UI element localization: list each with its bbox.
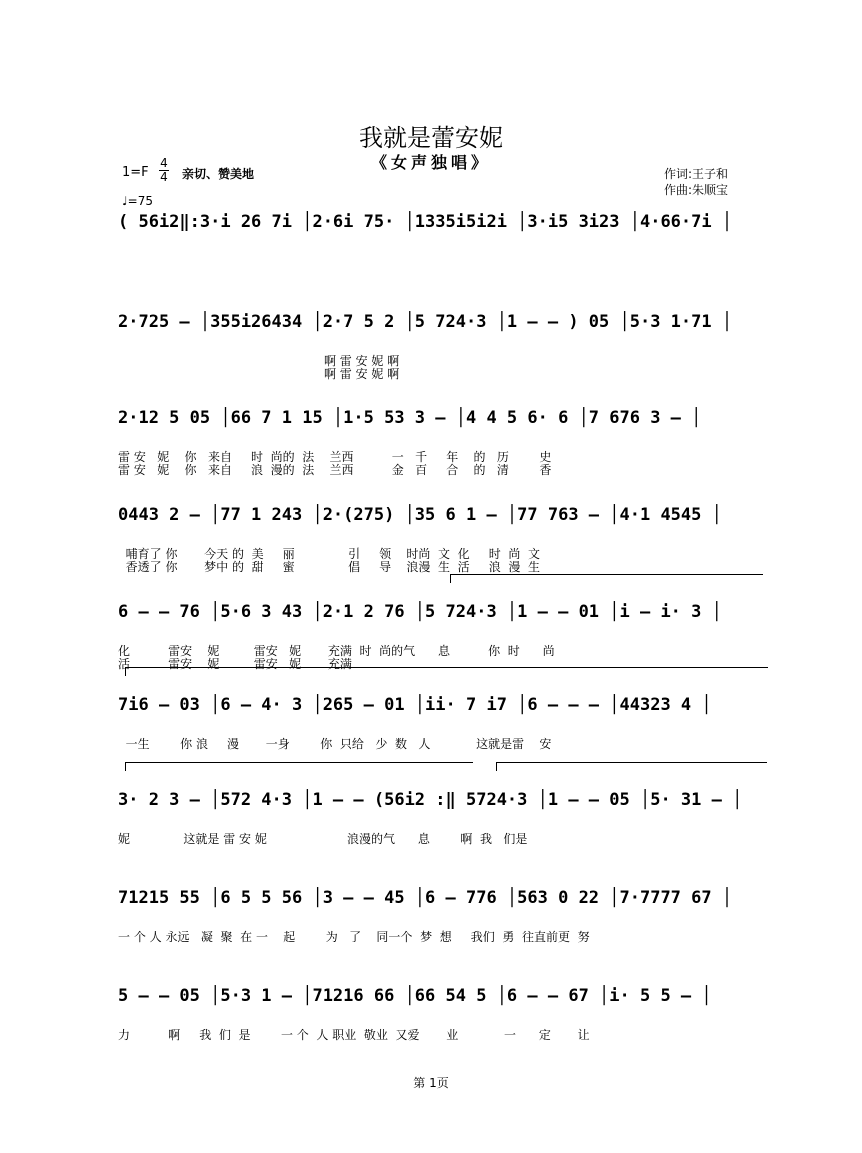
lyric-line: 啊 雷 安 妮 啊 xyxy=(118,354,400,368)
song-subtitle: 《女声独唱》 xyxy=(370,153,491,172)
notation-line: 2·725 – │355i26434 │2·7 5 2 │5 724·3 │1 – – ) 05 │5·3 1·71 │ xyxy=(118,312,733,332)
expression-mark: 亲切、赞美地 xyxy=(182,167,255,181)
time-signature xyxy=(158,157,170,184)
lyric-line: 雷 安 妮 你 来自 浪 漫的 法 兰西 金 百 合 的 清 香 xyxy=(118,463,552,477)
lyric-line: 力 啊 我 们 是 一 个 人 职业 敬业 又爱 业 一 定 让 xyxy=(118,1028,590,1042)
score-row xyxy=(118,695,764,785)
lyric-line: 哺育了 你 今天 的 美 丽 引 领 时尚 文 化 时 尚 文 xyxy=(118,547,540,561)
score-row xyxy=(118,888,764,978)
notation-line: 5 – – 05 │5·3 1 – │71216 66 │66 54 5 │6 – – 67 │i· 5 5 – │ xyxy=(118,986,712,1006)
time-signature-top: 4 xyxy=(160,156,168,170)
composer-credit: 作曲:朱顺宝 xyxy=(664,183,729,197)
notation-line: ( 56i2‖:3·i 26 7i │2·6i 75· │1335i5i2i │3·i5 3i23 │4·66·7i │ xyxy=(118,212,733,232)
score-row xyxy=(118,986,764,1076)
score-row xyxy=(118,790,764,880)
notation-line: 2·12 5 05 │66 7 1 15 │1·5 53 3 – │4 4 5 6· 6 │7 676 3 – │ xyxy=(118,408,702,428)
lyric-line: 一 个 人 永远 凝 聚 在 一 起 为 了 同一个 梦 想 我们 勇 往直前更 努 xyxy=(118,930,590,944)
lyric-line: 雷 安 妮 你 来自 时 尚的 法 兰西 一 千 年 的 历 史 xyxy=(118,450,552,464)
page-number: 第 1页 xyxy=(413,1076,449,1090)
notation-line: 7i6 – 03 │6 – 4· 3 │265 – 01 │ii· 7 i7 │6 – – – │44323 4 │ xyxy=(118,695,712,715)
score-row xyxy=(118,408,764,498)
lyric-line: 啊 雷 安 妮 啊 xyxy=(118,367,400,381)
volta-bracket xyxy=(125,667,768,676)
lyric-line: 妮 这就是 雷 安 妮 浪漫的气 息 啊 我 们是 xyxy=(118,832,528,846)
volta-bracket xyxy=(125,762,473,771)
score-row xyxy=(118,312,764,402)
lyric-line: 化 雷安 妮 雷安 妮 充满 时 尚的气 息 你 时 尚 xyxy=(118,644,555,658)
tempo-mark: ♩=75 xyxy=(122,194,153,208)
lyric-line: 香透了 你 梦中 的 甜 蜜 倡 导 浪漫 生 活 浪 漫 生 xyxy=(118,560,540,574)
score-row xyxy=(118,212,764,302)
score-row xyxy=(118,602,764,692)
time-signature-bottom: 4 xyxy=(160,170,168,184)
song-title: 我就是蕾安妮 xyxy=(359,124,503,152)
notation-line: 3· 2 3 – │572 4·3 │1 – – (56i2 :‖ 5724·3 │1 – – 05 │5· 31 – │ xyxy=(118,790,743,810)
lyricist-credit: 作词:王子和 xyxy=(664,167,729,181)
volta-bracket xyxy=(450,574,763,583)
notation-line: 71215 55 │6 5 5 56 │3 – – 45 │6 – 776 │563 0 22 │7·7777 67 │ xyxy=(118,888,733,908)
notation-line: 6 – – 76 │5·6 3 43 │2·1 2 76 │5 724·3 │1 – – 01 │i – i· 3 │ xyxy=(118,602,722,622)
volta-bracket xyxy=(496,762,767,771)
lyric-line: 一生 你 浪 漫 一身 你 只给 少 数 人 这就是雷 安 xyxy=(118,737,552,751)
key-signature: 1=F xyxy=(122,165,149,180)
notation-line: 0443 2 – │77 1 243 │2·(275) │35 6 1 – │77 763 – │4·1 4545 │ xyxy=(118,505,722,525)
lyric-line: 活 雷安 妮 雷安 妮 充满 xyxy=(118,657,352,671)
